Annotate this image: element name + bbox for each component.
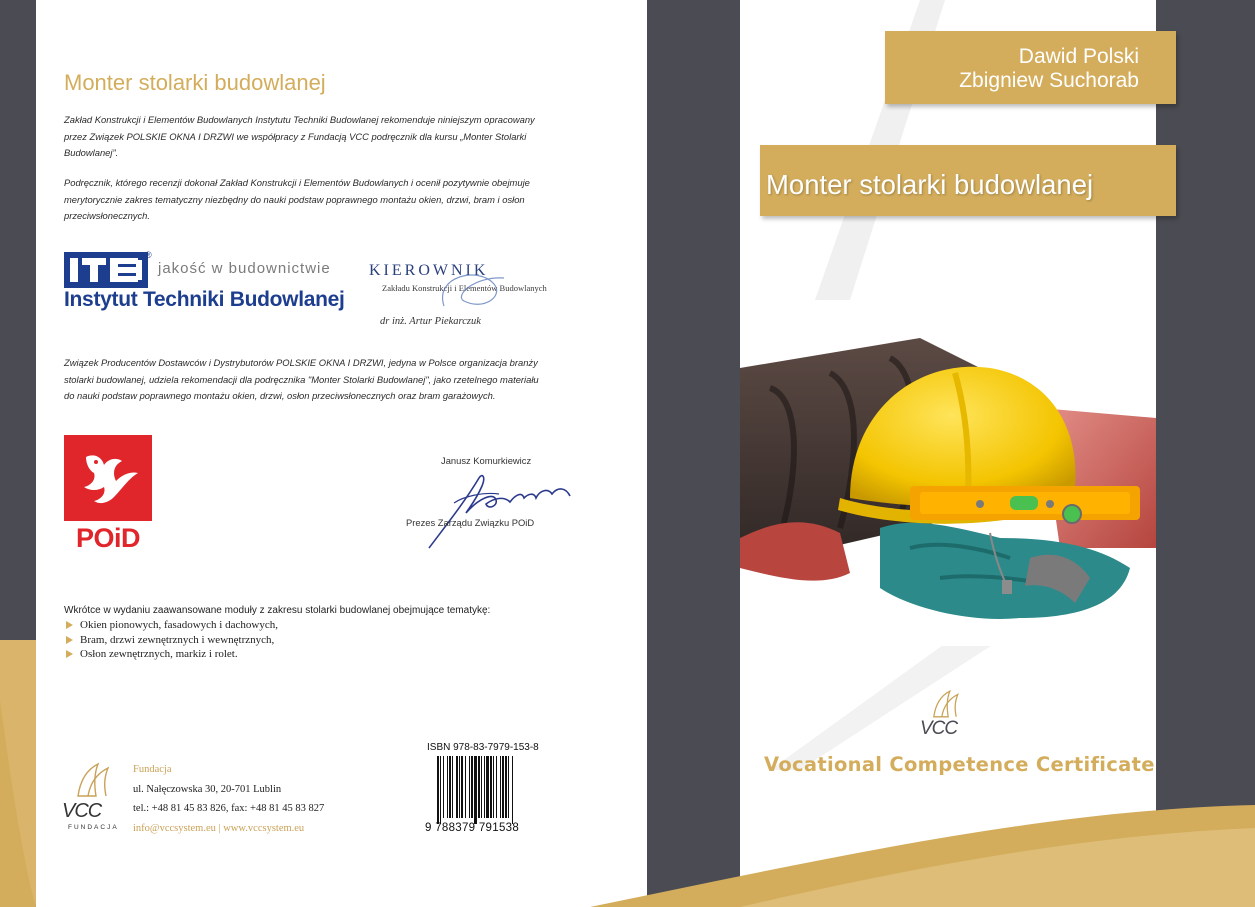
book-spine xyxy=(647,0,740,907)
front-cover-title: Monter stolarki budowlanej xyxy=(766,169,1094,200)
back-cover xyxy=(36,0,647,907)
contact-website[interactable]: www.vccsystem.eu xyxy=(223,822,305,834)
signature-icon xyxy=(424,468,574,553)
sail-icon xyxy=(928,688,962,720)
back-cover-title: Monter stolarki budowlanej xyxy=(64,70,326,95)
modules-list xyxy=(64,618,278,662)
barcode-bar xyxy=(469,756,470,818)
stamp-name: dr inż. Artur Piekarczuk xyxy=(380,316,481,327)
barcode-bar xyxy=(443,756,444,818)
helmet-photo xyxy=(740,318,1156,646)
barcode-bar xyxy=(465,756,466,818)
list-item xyxy=(64,647,278,662)
itb-logo-mark xyxy=(64,252,148,288)
vcc-logo-text: VCC xyxy=(62,800,102,822)
vcc-logo-text: VCC xyxy=(920,718,958,739)
barcode-bar xyxy=(505,756,507,818)
barcode-bar xyxy=(502,756,504,818)
barcode-bar xyxy=(478,756,480,818)
eagle-icon xyxy=(64,435,152,521)
isbn-barcode xyxy=(425,742,559,846)
poid-logo-text: POiD xyxy=(75,523,140,553)
barcode-bar xyxy=(459,756,460,818)
barcode-bar xyxy=(508,756,509,818)
signatory-role: Prezes Zarządu Związku POiD xyxy=(406,517,535,528)
contact-block xyxy=(133,760,324,838)
authors-band xyxy=(885,31,1176,104)
poid-logo xyxy=(64,435,152,553)
bullet-triangle-icon xyxy=(66,636,73,644)
contact-address: ul. Nałęczowska 30, 20-701 Lublin xyxy=(133,783,282,795)
barcode-bar xyxy=(512,756,513,824)
module-label: Osłon zewnętrznych, markiz i rolet. xyxy=(80,648,238,660)
barcode-bar xyxy=(447,756,448,818)
barcode-bar xyxy=(449,756,451,818)
module-label: Bram, drzwi zewnętrznych i wewnętrznych, xyxy=(80,633,275,646)
poid-recommendation-text: Związek Producentów Dostawców i Dystrybutorów POLSKIE OKNA I DRZWI, jedyna w Polsce organizacja branży stolarki budowlanej, udziela rekomendacji dla podręcznika "Monter Stolarki Budowlanej", jako rzetelnego materiału do nauki podstaw poprawnego montażu okien, drzwi, osłon przeciwsłonecznych oraz bram garażowych. xyxy=(64,357,539,402)
author-name: Zbigniew Suchorab xyxy=(959,69,1139,92)
barcode-bar xyxy=(486,756,489,818)
director-stamp xyxy=(364,262,547,332)
module-label: Okien pionowych, fasadowych i dachowych, xyxy=(80,619,278,631)
contact-email[interactable]: info@vccsystem.eu xyxy=(133,822,216,834)
review-text: Podręcznik, którego recenzji dokonał Zakład Konstrukcji i Elementów Budowlanych i ocenił pozytywnie obejmuje merytorycznie zakres tematyczny niezbędny do nauki podstaw poprawnego montażu okien, drzwi, bram i osłon przeciwsłonecznych. xyxy=(64,177,530,222)
vcc-front-logo xyxy=(914,688,974,738)
right-margin xyxy=(1156,0,1255,907)
barcode-icon xyxy=(435,756,559,824)
isbn-digits: 9 788379 791538 xyxy=(425,822,520,834)
itb-logo xyxy=(64,250,345,316)
contact-org: Fundacja xyxy=(133,764,172,775)
barcode-bar xyxy=(484,756,485,818)
itb-name: Instytut Techniki Budowlanej xyxy=(64,288,345,311)
barcode-bar xyxy=(471,756,473,818)
contact-phone: tel.: +48 81 45 83 826, fax: +48 81 45 83 827 xyxy=(133,803,325,814)
barcode-bar xyxy=(452,756,453,818)
signatory-name: Janusz Komurkiewicz xyxy=(441,455,532,466)
sail-icon xyxy=(72,760,112,800)
title-band xyxy=(760,145,1176,216)
barcode-bar xyxy=(461,756,463,818)
itb-recommendation-text: Zakład Konstrukcji i Elementów Budowlanych Instytutu Techniki Budowlanej rekomenduje niniejszym opracowany przez Związek POLSKIE OKNA I DRZWI we współpracy z Fundacją VCC podręcznik dla kursu „Monter Stolarki Budowlanej”. xyxy=(64,114,535,159)
barcode-bar xyxy=(474,756,477,824)
bullet-triangle-icon xyxy=(66,650,73,658)
stamp-subtitle: Zakładu Konstrukcji i Elementów Budowlanych xyxy=(382,283,547,293)
modules-intro: Wkrótce w wydaniu zaawansowane moduły z zakresu stolarki budowlanej obejmujące tematykę: xyxy=(64,605,491,616)
itb-mark-icon xyxy=(64,252,148,288)
author-name: Dawid Polski xyxy=(1018,45,1139,68)
barcode-bar xyxy=(490,756,492,818)
stamp-signature-icon xyxy=(384,266,544,316)
isbn-label: ISBN 978-83-7979-153-8 xyxy=(427,742,539,753)
vcc-foundation-logo xyxy=(60,760,120,834)
vcc-logo-sub: FUNDACJA xyxy=(68,824,119,831)
registered-mark: ® xyxy=(145,250,152,260)
barcode-bar xyxy=(481,756,482,818)
barcode-bar xyxy=(437,756,439,824)
contact-web-line xyxy=(133,819,324,839)
list-item xyxy=(64,618,278,633)
barcode-bar xyxy=(493,756,494,818)
vcc-tagline: Vocational Competence Certificate xyxy=(764,753,1155,776)
barcode-bar xyxy=(456,756,458,818)
barcode-bar xyxy=(500,756,501,818)
barcode-bar xyxy=(440,756,441,824)
itb-tagline: jakość w budownictwie xyxy=(158,260,331,277)
barcode-bar xyxy=(496,756,497,818)
poid-logo-box xyxy=(64,435,152,521)
bullet-triangle-icon xyxy=(66,621,73,629)
list-item xyxy=(64,633,278,648)
contact-separator: | xyxy=(218,822,221,834)
stamp-title: KIEROWNIK xyxy=(369,262,489,279)
